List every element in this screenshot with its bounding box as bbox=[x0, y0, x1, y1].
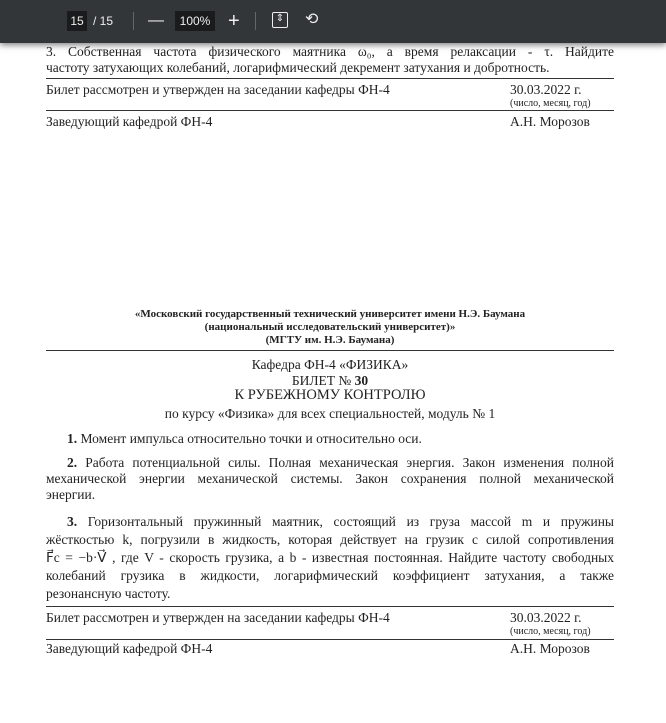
q-num: 3. bbox=[67, 514, 78, 529]
text: 3. Собственная частота физического маятника ω₀, а время релаксации - τ. Найдите bbox=[46, 44, 614, 59]
zoom-level-input[interactable]: 100% bbox=[175, 11, 215, 31]
q-num: 1. bbox=[67, 431, 78, 446]
divider bbox=[46, 78, 614, 79]
date-caption: (число, месяц, год) bbox=[510, 626, 591, 637]
rotate-icon[interactable]: ⟲ bbox=[305, 11, 319, 28]
page-number-input[interactable]: 15 bbox=[67, 11, 87, 31]
q-line: жёсткостью k, погрузили в жидкость, которая действует на грузик с силой сопротивления bbox=[46, 532, 614, 547]
university-line1: «Московский государственный технический университет имени Н.Э. Баумана bbox=[134, 308, 526, 320]
zoom-out-button[interactable]: — bbox=[148, 12, 164, 29]
q-line: механической энергии механической системы. Закон сохранения полной механической bbox=[46, 471, 614, 486]
q-num: 2. bbox=[67, 455, 78, 470]
q-line bbox=[46, 513, 614, 531]
fit-to-page-icon[interactable]: ⇕ bbox=[272, 12, 288, 28]
page-total: / 15 bbox=[93, 14, 114, 28]
divider bbox=[46, 606, 614, 607]
q-line: энергии. bbox=[46, 487, 96, 502]
prev-q3-line2: частоту затухающих колебаний, логарифмический декремент затухания и добротность. bbox=[46, 60, 550, 75]
q-line: колебаний грузика в жидкости, логарифмический коэффициент затухания, а также bbox=[46, 568, 614, 583]
q-line bbox=[46, 455, 614, 471]
university-line3: (МГТУ им. Н.Э. Баумана) bbox=[265, 334, 395, 346]
department: Кафедра ФН-4 «ФИЗИКА» bbox=[251, 357, 409, 372]
question-3 bbox=[46, 513, 614, 603]
date: 30.03.2022 г. bbox=[510, 610, 582, 625]
ticket-number: 30 bbox=[354, 373, 369, 388]
head-name: А.Н. Морозов bbox=[510, 641, 590, 656]
date-caption: (число, месяц, год) bbox=[510, 98, 591, 109]
divider bbox=[133, 12, 134, 30]
divider bbox=[46, 110, 614, 111]
approved-text: Билет рассмотрен и утвержден на заседании кафедры ФН-4 bbox=[46, 82, 390, 97]
q-text: Работа потенциальной силы. Полная механическая энергия. Закон изменения полной bbox=[85, 455, 615, 470]
pdf-toolbar bbox=[0, 0, 666, 43]
approved-text: Билет рассмотрен и утвержден на заседании кафедры ФН-4 bbox=[46, 610, 390, 625]
ticket-label: БИЛЕТ № bbox=[291, 373, 352, 388]
zoom-in-button[interactable]: + bbox=[228, 10, 240, 32]
divider bbox=[46, 350, 614, 351]
divider bbox=[46, 639, 614, 640]
university-line2: (национальный исследовательский университет)» bbox=[204, 321, 456, 333]
head-text: Заведующий кафедрой ФН-4 bbox=[46, 114, 213, 129]
control-title: К РУБЕЖНОМУ КОНТРОЛЮ bbox=[234, 387, 426, 403]
q-text: Момент импульса относительно точки и относительно оси. bbox=[80, 431, 422, 446]
q-line: резонансную частоту. bbox=[46, 586, 171, 601]
prev-q3-line1 bbox=[46, 44, 614, 60]
question-2 bbox=[46, 455, 614, 503]
date: 30.03.2022 г. bbox=[510, 82, 582, 97]
q-line: F⃗c = −b·V⃗ , где V - скорость грузика, а b - известная постоянная. Найдите частоту свободных bbox=[46, 550, 614, 565]
course: по курсу «Физика» для всех специальностей, модуль № 1 bbox=[164, 406, 496, 421]
head-name: А.Н. Морозов bbox=[510, 114, 590, 129]
q-text: Горизонтальный пружинный маятник, состоящий из груза массой m и пружины bbox=[87, 514, 614, 529]
question-1 bbox=[67, 431, 422, 447]
head-text: Заведующий кафедрой ФН-4 bbox=[46, 641, 213, 656]
divider bbox=[255, 12, 256, 30]
